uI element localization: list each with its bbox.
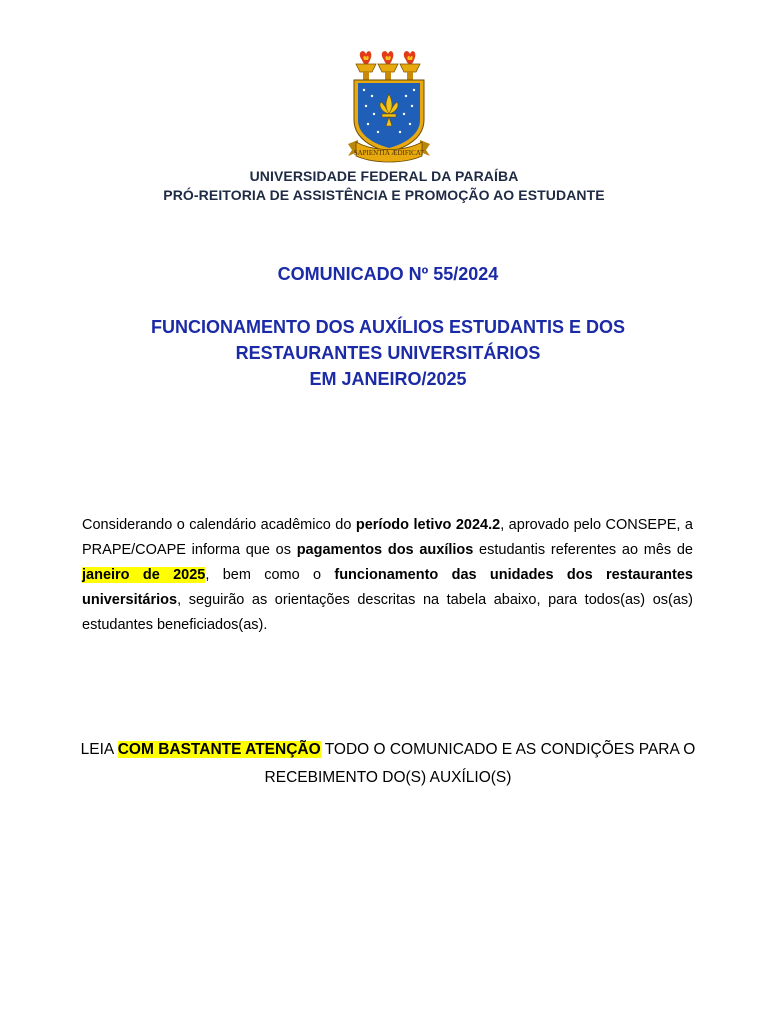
january-2025-highlight: janeiro de 2025 <box>82 567 206 583</box>
body-text-segment: , bem como o <box>205 567 335 583</box>
body-text-segment: , aprovado pelo CONSEPE, a PRAPE/COAPE informa que os <box>82 517 693 558</box>
academic-period-bold: período letivo 2024.2 <box>355 517 501 533</box>
restaurants-bold: funcionamento das unidades dos restaurantes universitários <box>82 567 693 608</box>
title-line-2: RESTAURANTES UNIVERSITÁRIOS <box>235 343 541 363</box>
payments-bold: pagamentos dos auxílios <box>296 542 474 558</box>
body-text-segment: Considerando o calendário acadêmico do <box>82 517 356 533</box>
torch-bowls <box>356 64 420 82</box>
attention-notice <box>60 736 716 792</box>
title-line-1: FUNCIONAMENTO DOS AUXÍLIOS ESTUDANTIS E DOS <box>150 317 626 337</box>
title-line-3: EM JANEIRO/2025 <box>309 369 467 389</box>
department-name: PRÓ-REITORIA DE ASSISTÊNCIA E PROMOÇÃO AO ESTUDANTE <box>163 187 605 203</box>
university-name: UNIVERSIDADE FEDERAL DA PARAÍBA <box>249 168 519 184</box>
notice-text-segment: LEIA <box>80 741 118 758</box>
notice-text-segment: TODO O COMUNICADO E AS CONDIÇÕES PARA O RECEBIMENTO DO(S) AUXÍLIO(S) <box>264 741 696 786</box>
motto-text: SAPIENTIA ÆDIFICAT <box>353 149 425 157</box>
torch-flames <box>360 51 416 64</box>
communique-number: COMUNICADO Nº 55/2024 <box>277 264 499 284</box>
body-paragraph <box>82 513 693 638</box>
shield <box>354 80 424 152</box>
ufpb-coat-of-arms-logo <box>344 48 434 166</box>
body-text-segment: , seguirão as orientações descritas na tabela abaixo, para todos(as) os(as) estudantes beneficiados(as). <box>82 592 693 633</box>
body-text-segment: estudantis referentes ao mês de <box>473 542 693 558</box>
attention-highlight: COM BASTANTE ATENÇÃO <box>117 741 321 758</box>
